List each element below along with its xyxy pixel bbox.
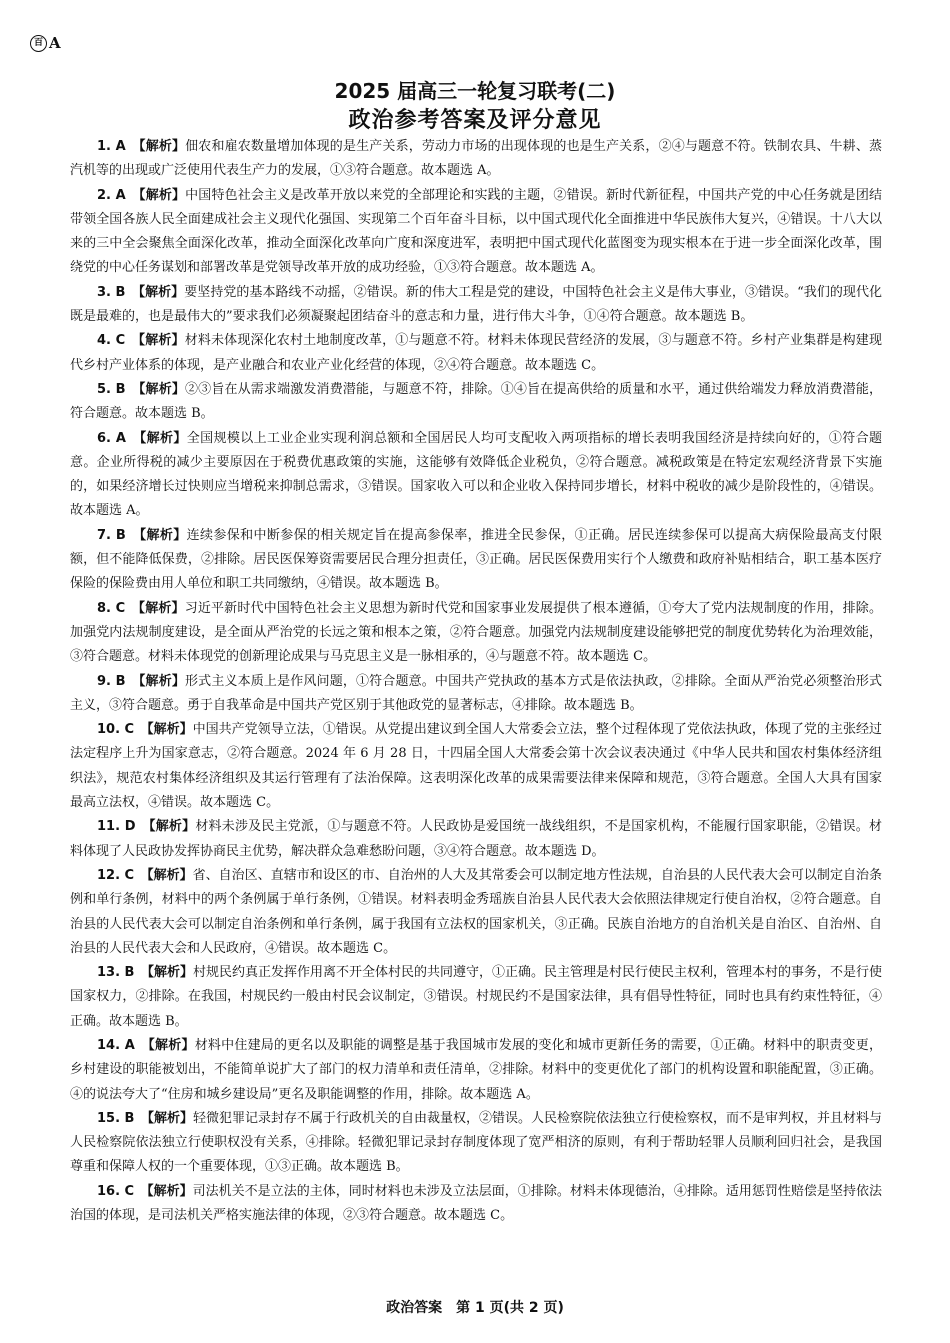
answer-text: 材料未涉及民主党派，①与题意不符。人民政协是爱国统一战线组织，不是国家机构，不能履行国家职能，②错误。材料体现了人民政协发挥协商民主优势，解决群众急难愁盼问题，③④符合题意。故本题选 D。 xyxy=(70,819,882,859)
answer-number: 7. B xyxy=(97,527,126,543)
answer-number: 13. B xyxy=(97,965,135,981)
answer-text: 全国规模以上工业企业实现利润总额和全国居民人均可支配收入两项指标的增长表明我国经济是持续向好的，①符合题意。企业所得税的减少主要原因在于税费优惠政策的实施，这能够有效降低企业税负，②符合题意。减税政策是在特定宏观经济背景下实施的，如果经济增长过快则应当增税来抑制总需求，③错误。国家收入可以和企业收入保持同步增长，材料中税收的减少是阶段性的，④错误。故本题选 A。 xyxy=(70,430,882,519)
answer-text: 材料未体现深化农村土地制度改革，①与题意不符。材料未体现民营经济的发展，③与题意不符。乡村产业集群是构建现代乡村产业体系的体现，是产业融合和农业产业化经营的体现，②④符合题意。故本题选 C。 xyxy=(70,333,882,373)
answer-text: 形式主义本质上是作风问题，①符合题意。中国共产党执政的基本方式是依法执政，②排除。全面从严治党必须整治形式主义，③符合题意。勇于自我革命是中国共产党区别于其他政党的显著标志，④排除。故本题选 B。 xyxy=(70,673,882,713)
analysis-tag: 【解析】 xyxy=(138,673,186,689)
answer-number: 6. A xyxy=(97,430,126,446)
analysis-tag: 【解析】 xyxy=(147,722,193,738)
analysis-tag: 【解析】 xyxy=(148,819,196,835)
answer-number: 14. A xyxy=(97,1037,135,1053)
answer-item-11 xyxy=(70,815,882,864)
answer-item-9 xyxy=(70,670,882,719)
answer-text: 村规民约真正发挥作用离不开全体村民的共同遵守，①正确。民主管理是村民行使民主权利，管理本村的事务，不是行使国家权力，②排除。在我国，村规民约一般由村民会议制定，③错误。村规民约不是国家法律，具有倡导性特征，同时也具有约束性特征，④正确。故本题选 B。 xyxy=(70,965,883,1029)
answer-number: 3. B xyxy=(97,284,126,300)
answer-text: 要坚持党的基本路线不动摇，②错误。新的伟大工程是党的建设，中国特色社会主义是伟大事业，③错误。“我们的现代化既是最难的，也是最伟大的”要求我们必须凝聚起团结奋斗的意志和力量，进行伟大斗争，①④符合题意。故本题选 B。 xyxy=(70,284,882,325)
analysis-tag: 【解析】 xyxy=(147,1110,193,1126)
answer-item-1 xyxy=(70,135,882,184)
answer-item-4 xyxy=(70,329,882,378)
answer-text: 司法机关不是立法的主体，同时材料也未涉及立法层面，①排除。材料未体现德治，④排除。适用惩罚性赔偿是坚持依法治国的体现，是司法机关严格实施法律的体现，②③符合题意。故本题选 C。 xyxy=(70,1183,882,1224)
exam-badge xyxy=(30,34,61,52)
answer-number: 11. D xyxy=(97,819,136,835)
answer-number: 12. C xyxy=(97,867,135,883)
answer-item-14 xyxy=(70,1034,882,1107)
answer-item-7 xyxy=(70,524,882,597)
page-title: 2025 届高三一轮复习联考(二) xyxy=(334,79,616,103)
answer-number: 1. A xyxy=(97,139,126,154)
answer-item-6 xyxy=(70,427,882,524)
analysis-tag: 【解析】 xyxy=(147,965,193,981)
analysis-tag: 【解析】 xyxy=(139,139,186,154)
page-footer: 政治答案 第 1 页(共 2 页) xyxy=(386,1300,564,1316)
badge-letter: A xyxy=(49,34,61,52)
analysis-tag: 【解析】 xyxy=(148,1037,195,1053)
analysis-tag: 【解析】 xyxy=(138,600,185,616)
answer-number: 4. C xyxy=(97,333,126,349)
answer-text: 佃农和雇农数量增加体现的是生产关系，劳动力市场的出现体现的也是生产关系，②④与题意不符。铁制农具、牛耕、蒸汽机等的出现或广泛使用代表生产力的发展，①③符合题意。故本题选 A。 xyxy=(70,139,882,179)
answer-item-10 xyxy=(70,718,882,815)
answer-item-5 xyxy=(70,378,882,427)
answer-item-2 xyxy=(70,184,882,281)
answer-text: 轻微犯罪记录封存不属于行政机关的自由裁量权，②错误。人民检察院依法独立行使检察权，而不是审判权，并且材料与人民检察院依法独立行使职权没有关系，④排除。轻微犯罪记录封存制度体现了宽严相济的原则，有利于帮助轻罪人员顺利回归社会，是我国尊重和保障人权的一个重要体现，①③正确。故本题选 B。 xyxy=(70,1110,883,1175)
analysis-tag: 【解析】 xyxy=(139,527,187,543)
answer-item-8 xyxy=(70,597,882,670)
analysis-tag: 【解析】 xyxy=(139,187,186,203)
answer-number: 8. C xyxy=(97,600,126,616)
answer-number: 9. B xyxy=(97,673,126,689)
analysis-tag: 【解析】 xyxy=(147,1183,193,1199)
answer-list xyxy=(70,135,882,1228)
answer-item-12 xyxy=(70,864,882,961)
answer-number: 15. B xyxy=(97,1110,135,1126)
analysis-tag: 【解析】 xyxy=(139,430,187,446)
answer-text: ②③旨在从需求端激发消费潜能，与题意不符，排除。①④旨在提高供给的质量和水平，通过供给端发力释放消费潜能，符合题意。故本题选 B。 xyxy=(70,381,882,422)
page-subtitle: 政治参考答案及评分意见 xyxy=(348,108,602,133)
answer-item-15 xyxy=(70,1107,882,1180)
answer-item-16 xyxy=(70,1180,882,1229)
analysis-tag: 【解析】 xyxy=(147,867,193,883)
answer-number: 16. C xyxy=(97,1183,135,1199)
answer-text: 习近平新时代中国特色社会主义思想为新时代党和国家事业发展提供了根本遵循，①夸大了党内法规制度的作用，排除。加强党内法规制度建设，是全面从严治党的长远之策和根本之策，②符合题意。加强党内法规制度建设能够把党的制度优势转化为治理效能，③符合题意。材料未体现党的创新理论成果与马克思主义是一脉相承的，④与题意不符。故本题选 C。 xyxy=(70,600,882,665)
answer-number: 2. A xyxy=(97,187,126,203)
answer-item-13 xyxy=(70,961,882,1034)
analysis-tag: 【解析】 xyxy=(138,333,185,349)
answer-item-3 xyxy=(70,281,882,330)
answer-text: 省、自治区、直辖市和设区的市、自治州的人大及其常委会可以制定地方性法规，自治县的人民代表大会可以制定自治条例和单行条例，材料中的两个条例属于单行条例，①错误。材料表明金秀瑶族自治县人民代表大会依照法律规定行使自治权，②符合题意。自治县的人民代表大会可以制定自治条例和单行条例，属于我国有立法权的国家机关，③正确。民族自治地方的自治机关是自治区、自治州、自治县的人民代表大会和人民政府，④错误。故本题选 C。 xyxy=(70,867,882,956)
answer-number: 10. C xyxy=(97,722,135,738)
answer-text: 中国共产党领导立法，①错误。从党提出建议到全国人大常委会立法，整个过程体现了党依法执政，体现了党的主张经过法定程序上升为国家意志，②符合题意。2024 年 6 月 28 日，十四届全国人大常委会第十次会议表决通过《中华人民共和国农村集体经济组织法》，规范农村集体经济组织及其运行管理有了法治保障。这表明深化改革的成果需要法律来保障和规范，③符合题意。全国人大具有国家最高立法权，④错误。故本题选 C。 xyxy=(70,722,882,811)
answer-number: 5. B xyxy=(97,381,126,397)
answer-text: 中国特色社会主义是改革开放以来党的全部理论和实践的主题，②错误。新时代新征程，中国共产党的中心任务就是团结带领全国各族人民全面建成社会主义现代化强国、实现第二个百年奋斗目标，以中国式现代化全面推进中华民族伟大复兴，④错误。十八大以来的三中全会聚焦全面深化改革，推动全面深化改革向广度和深度进军，表明把中国式现代化蓝图变为现实根本在于进一步全面深化改革，围绕党的中心任务谋划和部署改革是党领导改革开放的成功经验，①③符合题意。故本题选 A。 xyxy=(70,187,882,276)
answer-text: 连续参保和中断参保的相关规定旨在提高参保率，推进全民参保，①正确。居民连续参保可以提高大病保险最高支付限额，但不能降低保费，②排除。居民医保筹资需要居民合理分担责任，③正确。居民医保费用实行个人缴费和政府补贴相结合，职工基本医疗保险的保险费由用人单位和职工共同缴纳，④错误。故本题选 B。 xyxy=(70,527,882,592)
analysis-tag: 【解析】 xyxy=(138,284,185,300)
analysis-tag: 【解析】 xyxy=(138,381,186,397)
badge-circle-mark: 百 xyxy=(30,35,47,52)
answer-text: 材料中住建局的更名以及职能的调整是基于我国城市发展的变化和城市更新任务的需要，①正确。材料中的职责变更，乡村建设的职能被划出，不能简单说扩大了部门的权力清单和责任清单，②排除。材料中的变更优化了部门的机构设置和职能配置，③正确。④的说法夸大了“住房和城乡建设局”更名及职能调整的作用，排除。故本题选 A。 xyxy=(70,1037,882,1102)
